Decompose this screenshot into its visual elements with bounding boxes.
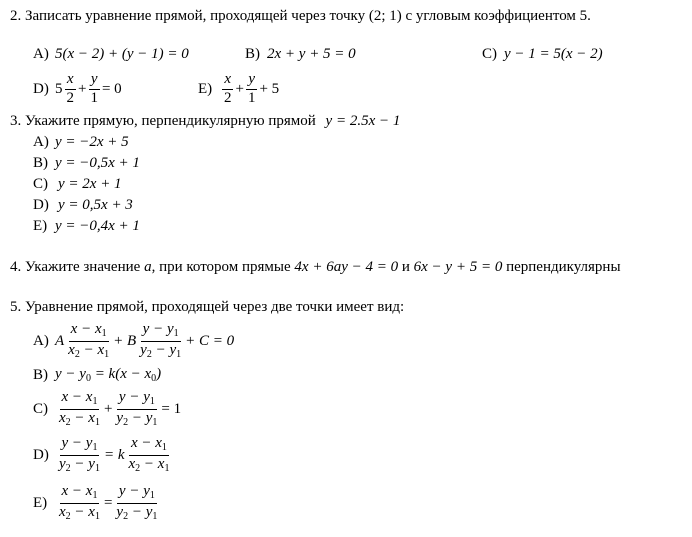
equation: y = −0,4x + 1 bbox=[55, 218, 140, 234]
subscript: 1 bbox=[92, 396, 98, 407]
numerator bbox=[60, 436, 100, 456]
option-label: A) bbox=[33, 332, 49, 349]
term: x − x bbox=[70, 321, 102, 337]
option-label: E) bbox=[33, 218, 48, 234]
q4-suffix: перпендикулярны bbox=[506, 259, 621, 275]
q4-prefix: 4. Укажите значение bbox=[10, 259, 141, 275]
subscript: 1 bbox=[101, 328, 107, 339]
denominator: 1 bbox=[90, 89, 98, 106]
numerator: x bbox=[65, 72, 76, 90]
option-label: A) bbox=[33, 134, 49, 150]
fraction bbox=[138, 322, 183, 360]
term: y bbox=[140, 341, 147, 358]
operator: + B bbox=[113, 332, 137, 349]
rhs: + C = 0 bbox=[185, 332, 235, 349]
q2-option-b bbox=[245, 46, 356, 63]
option-label: B) bbox=[33, 366, 48, 383]
option-label: A) bbox=[33, 46, 49, 62]
numerator bbox=[60, 484, 100, 504]
subscript: 2 bbox=[74, 348, 80, 360]
subscript: 0 bbox=[151, 373, 157, 384]
q4-mid: , при котором прямые bbox=[151, 259, 291, 275]
q2-option-e bbox=[198, 72, 279, 107]
term: x bbox=[59, 503, 66, 520]
numerator: y bbox=[246, 72, 257, 90]
numerator bbox=[117, 484, 157, 504]
option-label: C) bbox=[482, 46, 497, 62]
term: x − x bbox=[61, 483, 93, 499]
q5-option-a bbox=[33, 322, 234, 360]
q3-option-c bbox=[33, 176, 122, 193]
q3-option-d bbox=[33, 197, 133, 214]
q2-title: 2. Записать уравнение прямой, проходящей через точку (2; 1) с угловым коэффициентом 5. bbox=[10, 8, 591, 24]
fraction bbox=[126, 436, 171, 474]
rhs: = 0 bbox=[101, 80, 122, 97]
denominator bbox=[114, 410, 159, 429]
term: − x bbox=[79, 341, 105, 358]
fraction bbox=[57, 436, 102, 474]
subscript: 1 bbox=[164, 462, 170, 474]
term: ) bbox=[156, 366, 162, 382]
denominator: 2 bbox=[66, 89, 74, 106]
numerator: y bbox=[89, 72, 100, 90]
subscript: 1 bbox=[149, 490, 155, 501]
q2-option-d bbox=[33, 72, 122, 107]
q5-option-c bbox=[33, 390, 181, 428]
option-label: C) bbox=[33, 400, 48, 417]
subscript: 2 bbox=[65, 416, 71, 428]
q5-option-b bbox=[33, 366, 161, 384]
subscript: 1 bbox=[149, 396, 155, 407]
denominator bbox=[57, 504, 102, 523]
term: x − x bbox=[130, 435, 162, 451]
term: − y bbox=[70, 455, 95, 472]
term: = k(x − x bbox=[90, 366, 152, 382]
numerator bbox=[60, 390, 100, 410]
fraction bbox=[57, 390, 102, 428]
fraction bbox=[114, 484, 159, 522]
denominator bbox=[114, 504, 159, 523]
q5-option-d bbox=[33, 436, 173, 474]
subscript: 1 bbox=[173, 328, 179, 339]
rhs: = 1 bbox=[161, 400, 182, 417]
numerator: x bbox=[222, 72, 233, 90]
option-label: B) bbox=[245, 46, 260, 62]
subscript: 2 bbox=[65, 462, 71, 474]
subscript: 1 bbox=[104, 348, 110, 360]
term: − x bbox=[70, 409, 95, 426]
subscript: 1 bbox=[94, 510, 100, 522]
fraction bbox=[114, 390, 159, 428]
operator: + bbox=[235, 80, 244, 97]
q3-title-text: 3. Укажите прямую, перпендикулярную прямой bbox=[10, 113, 316, 129]
option-label: C) bbox=[33, 176, 48, 192]
rhs: + 5 bbox=[259, 80, 280, 97]
subscript: 2 bbox=[146, 348, 152, 360]
q2-option-a bbox=[33, 46, 189, 63]
term: − y bbox=[151, 341, 177, 358]
term: y − y bbox=[118, 389, 150, 405]
denominator bbox=[66, 342, 111, 361]
term: y bbox=[116, 503, 124, 520]
equation: y = −0,5x + 1 bbox=[55, 155, 140, 171]
equation: y = 2x + 1 bbox=[58, 176, 122, 192]
q4-variable: a bbox=[144, 259, 152, 275]
term: − x bbox=[70, 503, 95, 520]
equation: 2x + y + 5 = 0 bbox=[267, 46, 356, 62]
subscript: 1 bbox=[152, 416, 158, 428]
denominator: 1 bbox=[247, 89, 256, 106]
denominator bbox=[138, 342, 183, 361]
operator: = bbox=[103, 494, 113, 511]
denominator bbox=[126, 456, 171, 475]
operator: + bbox=[78, 80, 87, 97]
term: y − y bbox=[142, 321, 174, 337]
subscript: 2 bbox=[123, 510, 129, 522]
equation: y − 1 = 5(x − 2) bbox=[504, 46, 603, 62]
denominator bbox=[57, 456, 102, 475]
subscript: 1 bbox=[176, 348, 182, 360]
coefficient: A bbox=[55, 332, 65, 349]
term: − y bbox=[128, 409, 153, 426]
fraction bbox=[222, 72, 234, 107]
q3-option-b bbox=[33, 155, 140, 172]
q2-option-c bbox=[482, 46, 603, 63]
option-label: B) bbox=[33, 155, 48, 171]
term: x − x bbox=[61, 389, 93, 405]
equation: y = 0,5x + 3 bbox=[58, 197, 133, 213]
operator: + bbox=[103, 400, 113, 417]
term: y − y bbox=[118, 483, 150, 499]
term: − y bbox=[128, 503, 153, 520]
term: y − y bbox=[61, 435, 93, 451]
numerator bbox=[69, 322, 109, 342]
subscript: 2 bbox=[135, 462, 141, 474]
subscript: 2 bbox=[65, 510, 71, 522]
denominator: 2 bbox=[224, 89, 232, 106]
fraction bbox=[88, 72, 100, 107]
option-label: D) bbox=[33, 197, 49, 213]
q4-and: и bbox=[401, 259, 410, 275]
fraction bbox=[57, 484, 102, 522]
subscript: 1 bbox=[94, 416, 100, 428]
numerator bbox=[117, 390, 157, 410]
term: − x bbox=[140, 455, 165, 472]
fraction bbox=[65, 72, 77, 107]
numerator bbox=[129, 436, 169, 456]
subscript: 1 bbox=[161, 442, 167, 453]
term: y bbox=[116, 409, 124, 426]
denominator bbox=[57, 410, 102, 429]
option-label: E) bbox=[33, 494, 48, 511]
fraction bbox=[66, 322, 111, 360]
term: x bbox=[128, 455, 136, 472]
coefficient: 5 bbox=[55, 80, 63, 97]
q5-title: 5. Уравнение прямой, проходящей через две точки имеет вид: bbox=[10, 299, 405, 315]
subscript: 1 bbox=[94, 462, 100, 474]
q5-option-e bbox=[33, 484, 161, 522]
fraction bbox=[246, 72, 258, 107]
subscript: 1 bbox=[92, 442, 98, 453]
q3-title-equation: y = 2.5x − 1 bbox=[325, 113, 401, 129]
q3-option-a bbox=[33, 134, 129, 151]
q4-equation-1: 4x + 6ay − 4 = 0 bbox=[294, 259, 399, 275]
q3-option-e bbox=[33, 218, 140, 235]
q4-equation-2: 6x − y + 5 = 0 bbox=[413, 259, 503, 275]
term: x bbox=[68, 341, 75, 358]
option-label: D) bbox=[33, 80, 49, 97]
term: y − y bbox=[55, 366, 86, 382]
option-label: E) bbox=[198, 80, 213, 97]
term: y bbox=[59, 455, 66, 472]
q4-title bbox=[10, 259, 621, 276]
equation: y = −2x + 5 bbox=[55, 134, 129, 150]
subscript: 2 bbox=[123, 416, 129, 428]
term: x bbox=[59, 409, 66, 426]
subscript: 1 bbox=[92, 490, 98, 501]
numerator bbox=[141, 322, 181, 342]
equation: 5(x − 2) + (y − 1) = 0 bbox=[55, 46, 189, 62]
option-label: D) bbox=[33, 446, 49, 463]
q3-title bbox=[10, 113, 400, 130]
subscript: 1 bbox=[152, 510, 158, 522]
operator: = k bbox=[103, 446, 125, 463]
equation bbox=[55, 366, 161, 384]
subscript: 0 bbox=[85, 373, 91, 384]
